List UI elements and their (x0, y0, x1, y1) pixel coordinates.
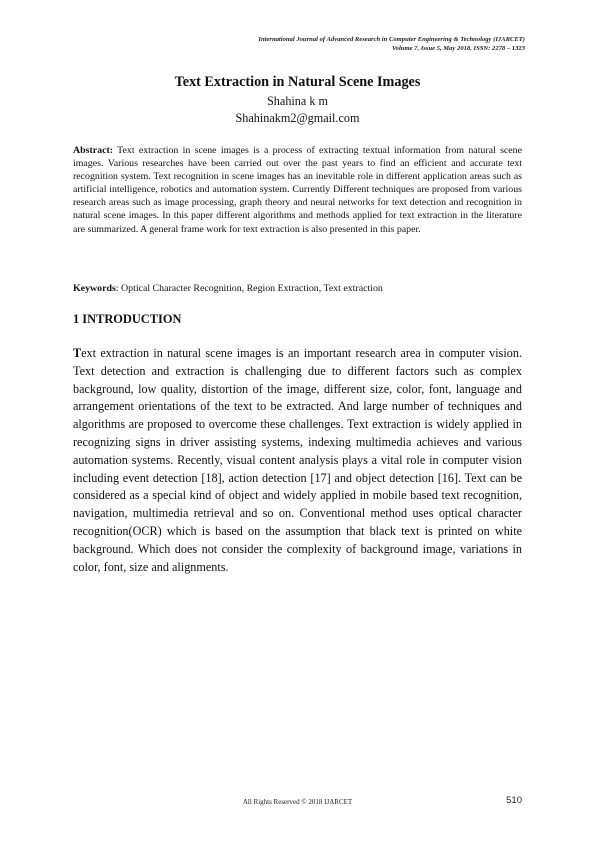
journal-issue: Volume 7, Issue 5, May 2018, ISSN: 2278 – 1323 (392, 45, 525, 52)
keywords (73, 282, 522, 295)
journal-header (258, 35, 525, 53)
abstract-label: Abstract: (73, 145, 114, 156)
footer-copyright: All Rights Reserved © 2018 IJARCET (242, 798, 353, 806)
keywords-label: Keywords (73, 283, 116, 294)
author-name: Shahina k m (267, 94, 328, 108)
keywords-text: : Optical Character Recognition, Region Extraction, Text extraction (115, 283, 383, 294)
introduction-paragraph (73, 345, 522, 576)
drop-cap: T (73, 346, 82, 360)
introduction-text: ext extraction in natural scene images is an important research area in computer vision. Text detection and extraction is challenging due to different factors such as complex background, low quality, distortion of the image, different size, color, font, language and arrangement orientations of the text to be extracted. And large number of techniques and algorithms are proposed to overcome these challenges. Text extraction is widely applied in recognizing signs in driver assisting systems, indexing multimedia achieves and various automation systems. Recently, visual content analysis plays a vital role in computer vision including event detection [18], action detection [17] and object detection [16]. Text can be considered as a special kind of object and widely applied in mobile based text recognition, navigation, multimedia retrieval and so on. Conventional method uses optical character recognition(OCR) which is based on the assumption that black text is printed on white background. Which does not consider the complexity of background image, variations in color, font, size and alignments. (73, 346, 522, 574)
journal-name: International Journal of Advanced Research in Computer Engineering & Technology (IJARCET) (258, 36, 525, 43)
abstract (73, 144, 522, 236)
page-number: 510 (506, 795, 522, 806)
paper-title: Text Extraction in Natural Scene Images (174, 74, 421, 90)
abstract-text: Text extraction in scene images is a process of extracting textual information from natural scene images. Various researches have been carried out over the past years to find an efficient and accurate text recognition system. Text recognition in scene images has an inevitable role in different application areas such as artificial intelligence, robotics and automation system. Currently Different techniques are proposed from various research areas such as image processing, graph theory and neural networks for text detection and recognition in natural scene images. In this paper different algorithms and methods applied for text extraction in the literature are summarized. A general frame work for text extraction is also presented in this paper. (73, 145, 523, 235)
section-heading-introduction: 1 INTRODUCTION (73, 312, 182, 326)
author-email: Shahinakm2@gmail.com (235, 111, 360, 125)
